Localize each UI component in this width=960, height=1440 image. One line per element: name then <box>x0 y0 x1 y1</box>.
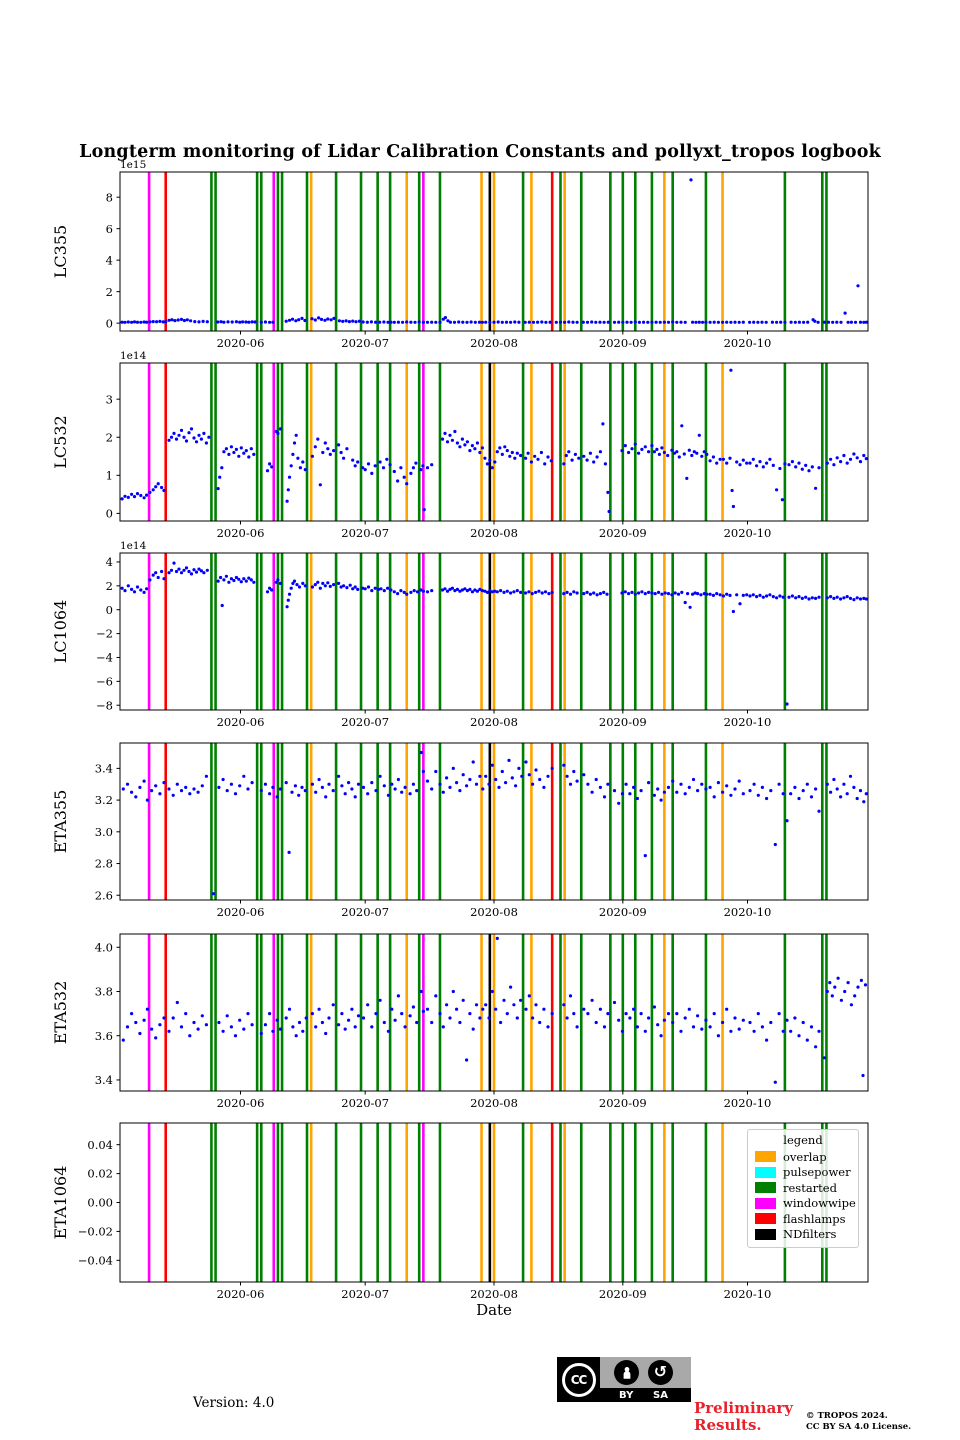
cc-by-label: BY <box>619 1389 634 1401</box>
x-tick-label: 2020-06 <box>216 905 265 919</box>
y-tick-label: 6 <box>105 221 113 236</box>
legend-swatch-NDfilters <box>755 1229 776 1240</box>
x-tick-label: 2020-08 <box>470 715 518 729</box>
legend-item-windowwipe <box>755 1196 856 1212</box>
legend-swatch-windowwipe <box>755 1198 776 1209</box>
event-lines <box>149 553 826 710</box>
legend-item-flashlamps <box>755 1211 851 1227</box>
y-tick-label: 0 <box>105 316 113 331</box>
copyright-line1: © TROPOS 2024. <box>806 1411 888 1421</box>
y-tick-label: 3.4 <box>94 761 113 776</box>
y-tick-label: 2 <box>105 430 113 445</box>
x-tick-label: 2020-06 <box>216 336 265 350</box>
x-tick-label: 2020-07 <box>341 336 390 350</box>
y-tick-label: −6 <box>96 674 113 689</box>
cc-badge-right <box>600 1357 691 1402</box>
y-axis-label: LC1064 <box>51 599 70 664</box>
cc-license-badge <box>557 1357 691 1402</box>
y-tick-label: 3.6 <box>94 1028 113 1043</box>
x-tick-label: 2020-08 <box>470 905 518 919</box>
event-lines <box>149 743 826 900</box>
x-tick-label: 2020-07 <box>341 1287 390 1301</box>
legend-label: windowwipe <box>783 1196 856 1211</box>
x-tick-label: 2020-09 <box>598 526 647 540</box>
legend-label: overlap <box>783 1149 827 1164</box>
y-tick-label: 2 <box>105 284 113 299</box>
preliminary-results-note: Preliminary Results. <box>694 1399 793 1434</box>
x-tick-label: 2020-10 <box>723 1287 772 1301</box>
legend-label: NDfilters <box>783 1227 837 1242</box>
cc-sa-label: SA <box>653 1389 668 1401</box>
axis-offset-text: 1e14 <box>120 540 147 552</box>
y-axis-label: LC355 <box>51 224 70 279</box>
subplot-eta355 <box>51 743 868 919</box>
x-tick-label: 2020-07 <box>341 715 390 729</box>
event-lines <box>149 172 826 331</box>
x-tick-label: 2020-07 <box>341 526 390 540</box>
x-tick-label: 2020-08 <box>470 1096 518 1110</box>
y-tick-label: −2 <box>96 626 113 641</box>
y-axis-label: ETA532 <box>51 980 70 1045</box>
legend-swatch-pulsepower <box>755 1167 776 1178</box>
y-tick-label: 1 <box>105 468 113 483</box>
x-tick-label: 2020-08 <box>470 1287 518 1301</box>
y-tick-label: 0 <box>105 602 113 617</box>
cc-sa-arrow-icon: ↺ <box>648 1360 673 1385</box>
subplot-eta532 <box>51 934 868 1110</box>
legend-item-NDfilters <box>755 1227 851 1243</box>
y-tick-label: 0.00 <box>87 1195 113 1210</box>
legend-label: restarted <box>783 1180 837 1195</box>
legend-label: flashlamps <box>783 1211 846 1226</box>
y-tick-label: 4 <box>105 253 113 268</box>
subplot-lc355 <box>51 159 868 350</box>
x-tick-label: 2020-08 <box>470 526 518 540</box>
x-tick-label: 2020-09 <box>598 1287 647 1301</box>
y-tick-label: 2 <box>105 578 113 593</box>
event-lines <box>149 934 826 1091</box>
axis-offset-text: 1e15 <box>120 159 147 171</box>
x-tick-label: 2020-08 <box>470 336 518 350</box>
x-tick-label: 2020-10 <box>723 715 772 729</box>
cc-by-person-icon <box>614 1360 639 1385</box>
x-tick-label: 2020-09 <box>598 715 647 729</box>
y-tick-label: 0.04 <box>87 1137 113 1152</box>
legend-swatch-flashlamps <box>755 1213 776 1224</box>
cc-icon: CC <box>562 1363 596 1397</box>
x-tick-label: 2020-10 <box>723 526 772 540</box>
legend-label: pulsepower <box>783 1165 851 1180</box>
y-tick-label: 2.6 <box>94 888 113 903</box>
y-tick-label: 3.4 <box>94 1073 113 1088</box>
legend-item-overlap <box>755 1149 851 1165</box>
x-tick-label: 2020-09 <box>598 905 647 919</box>
x-tick-label: 2020-10 <box>723 1096 772 1110</box>
y-tick-label: −4 <box>96 650 113 665</box>
y-tick-label: 3.2 <box>94 793 113 808</box>
y-tick-label: 2.8 <box>94 856 113 871</box>
x-axis-label: Date <box>476 1301 512 1319</box>
subplot-lc1064 <box>51 540 868 729</box>
legend-swatch-restarted <box>755 1182 776 1193</box>
y-axis-label: LC532 <box>51 415 70 469</box>
y-tick-label: 0.02 <box>87 1166 113 1181</box>
y-tick-label: −8 <box>96 698 113 713</box>
legend-item-pulsepower <box>755 1165 851 1181</box>
x-tick-label: 2020-09 <box>598 1096 647 1110</box>
cc-badge-labels <box>600 1388 691 1402</box>
y-tick-label: 3.0 <box>94 824 113 839</box>
y-tick-label: 4.0 <box>94 940 113 955</box>
y-tick-label: 8 <box>105 190 113 205</box>
subplot-eta1064 <box>51 1123 868 1301</box>
x-tick-label: 2020-07 <box>341 1096 390 1110</box>
cc-logo-panel <box>557 1357 600 1402</box>
copyright-line2: CC BY SA 4.0 License. <box>806 1421 912 1432</box>
y-tick-label: −0.04 <box>77 1253 113 1268</box>
x-tick-label: 2020-10 <box>723 905 772 919</box>
copyright-note <box>806 1411 911 1432</box>
version-label: Version: 4.0 <box>193 1395 275 1411</box>
y-tick-label: −0.02 <box>77 1224 113 1239</box>
subplot-lc532 <box>51 350 868 540</box>
y-tick-label: 3.8 <box>94 984 113 999</box>
y-axis-label: ETA1064 <box>51 1165 70 1240</box>
x-tick-label: 2020-07 <box>341 905 390 919</box>
x-tick-label: 2020-06 <box>216 1287 265 1301</box>
legend-swatch-overlap <box>755 1151 776 1162</box>
legend-title: legend <box>783 1133 823 1147</box>
event-lines <box>149 1123 826 1282</box>
x-tick-label: 2020-10 <box>723 336 772 350</box>
x-tick-label: 2020-06 <box>216 1096 265 1110</box>
x-tick-label: 2020-09 <box>598 336 647 350</box>
event-lines <box>149 363 826 521</box>
axis-offset-text: 1e14 <box>120 350 147 362</box>
y-tick-label: 0 <box>105 506 113 521</box>
x-tick-label: 2020-06 <box>216 526 265 540</box>
y-axis-label: ETA355 <box>51 789 70 854</box>
y-tick-label: 3 <box>105 392 113 407</box>
page-title: Longterm monitoring of Lidar Calibration Constants and pollyxt_tropos logbook <box>79 142 881 162</box>
x-tick-label: 2020-06 <box>216 715 265 729</box>
chart-legend <box>747 1129 859 1248</box>
legend-item-restarted <box>755 1180 851 1196</box>
y-tick-label: 4 <box>105 555 113 570</box>
